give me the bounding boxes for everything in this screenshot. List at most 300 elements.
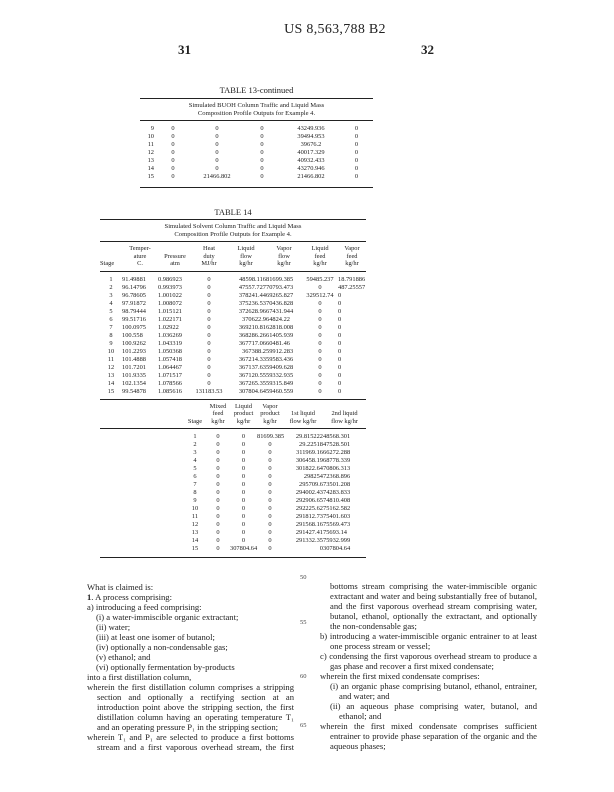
spacer-cell bbox=[100, 529, 184, 537]
table-cell: 0 bbox=[338, 299, 342, 307]
table-cell: 40932.433 bbox=[297, 157, 325, 164]
table-cell: 0 bbox=[241, 489, 246, 496]
table-cell: 0 bbox=[354, 125, 359, 132]
line-number: 60 bbox=[300, 673, 307, 680]
spacer-cell bbox=[100, 497, 184, 505]
table-cell: 11 bbox=[147, 141, 154, 148]
table-cell: 0 bbox=[318, 355, 322, 363]
table-cell: 0 bbox=[215, 165, 219, 172]
table-cell: 2 bbox=[193, 441, 197, 448]
table-cell: 12 bbox=[107, 363, 115, 371]
table-cell: 0 bbox=[318, 387, 322, 395]
table-cell: 0 bbox=[207, 307, 211, 315]
table-cell: 0 bbox=[207, 275, 211, 283]
table-cell: 0 bbox=[318, 307, 322, 315]
table-cell: 1.085616 bbox=[158, 387, 182, 395]
table-row bbox=[140, 141, 373, 149]
line-number: 55 bbox=[300, 619, 307, 626]
table-row bbox=[100, 449, 366, 457]
table-cell: 14 bbox=[191, 537, 199, 544]
table-cell: 13 bbox=[107, 371, 115, 379]
table-cell: 0 bbox=[216, 449, 220, 456]
table-cell: 1.043319 bbox=[158, 339, 182, 347]
table-row bbox=[100, 356, 366, 364]
wherein-clause: wherein T₁ and P₁ are selected to produce a first bottoms stream and a first vaporous overhead stream, the first bbox=[87, 732, 294, 752]
table-cell: 307804.64 bbox=[230, 545, 258, 552]
table-cell: 96.14796 bbox=[122, 283, 146, 291]
table-cell: 0 bbox=[260, 149, 264, 156]
table-row bbox=[100, 316, 366, 324]
spacer-cell bbox=[100, 449, 184, 457]
table-cell: 62818.008 bbox=[266, 323, 294, 331]
table-cell: 368286.26 bbox=[238, 331, 266, 339]
table-cell: 367120.55 bbox=[238, 371, 266, 379]
table-row bbox=[100, 545, 366, 553]
table-cell: 0 bbox=[338, 363, 342, 371]
table-cell: 0 bbox=[354, 165, 359, 172]
table-cell: 1.036269 bbox=[158, 331, 182, 339]
step-a: a) introducing a feed comprising: bbox=[87, 602, 202, 612]
table-cell: 378241.44 bbox=[238, 291, 266, 299]
table-cell: 9 bbox=[109, 339, 113, 347]
table-cell: 59460.559 bbox=[266, 387, 294, 395]
line-number: 65 bbox=[300, 722, 307, 729]
table-cell: 0 bbox=[207, 299, 211, 307]
table-cell: 29.22518 bbox=[299, 441, 323, 448]
column-header: Heat duty MJ/hr bbox=[201, 245, 217, 267]
table-cell: 98.79444 bbox=[122, 307, 146, 315]
table-cell: 100.558 bbox=[122, 331, 143, 339]
table-cell: 0 bbox=[241, 537, 246, 544]
table-cell: 1.050368 bbox=[158, 347, 182, 355]
table-cell: 43249.936 bbox=[297, 125, 325, 132]
table-cell: 59315.849 bbox=[266, 379, 294, 387]
table-cell: 0 bbox=[268, 465, 272, 472]
table-cell: 0 bbox=[215, 133, 219, 140]
table-cell: 292906.65 bbox=[295, 497, 323, 504]
table-cell: 0 bbox=[171, 165, 175, 172]
wherein-clause: wherein the first mixed condensate comprises: bbox=[320, 671, 480, 681]
column-header: Stage bbox=[187, 417, 203, 425]
table-cell: 0 bbox=[215, 149, 219, 156]
table-cell: 0 bbox=[268, 545, 272, 552]
table-cell: 99.54878 bbox=[122, 387, 146, 395]
column-header: Liquid flow kg/hr bbox=[237, 245, 255, 267]
table-cell: 291427.41 bbox=[295, 529, 323, 536]
table-cell: 0 bbox=[207, 291, 211, 299]
table-cell: 59409.628 bbox=[266, 363, 294, 371]
table-row bbox=[100, 364, 366, 372]
table-row bbox=[100, 489, 366, 497]
claims-left-column bbox=[87, 582, 294, 752]
table-cell: 0 bbox=[216, 513, 220, 520]
table-cell: 0 bbox=[215, 157, 219, 164]
table-cell: 372628.96 bbox=[238, 307, 266, 315]
table-cell: 60481.46 bbox=[266, 339, 290, 347]
table-cell: 0 bbox=[241, 513, 246, 520]
table-cell: 0 bbox=[319, 545, 323, 552]
table-cell: 74283.833 bbox=[323, 489, 351, 496]
table-cell: 1.022171 bbox=[158, 315, 182, 323]
spacer-cell bbox=[100, 521, 184, 529]
table-cell: 0 bbox=[171, 173, 175, 180]
table-cell: 69265.827 bbox=[266, 291, 294, 299]
table-cell: 298254 bbox=[303, 473, 323, 480]
table-cell: 0 bbox=[268, 497, 272, 504]
table-cell: 43270.946 bbox=[297, 165, 325, 172]
feed-item: (v) ethanol; and bbox=[96, 652, 151, 662]
table-cell: 367717.06 bbox=[238, 339, 266, 347]
table-row bbox=[140, 173, 373, 181]
table-cell: 131183.53 bbox=[195, 387, 223, 395]
table-cell: 75693.14 bbox=[323, 529, 347, 536]
table13-title: TABLE 13-continued bbox=[219, 85, 294, 95]
table-cell: 0 bbox=[207, 315, 211, 323]
table-cell: 70806.313 bbox=[323, 465, 351, 472]
spacer-cell bbox=[100, 429, 184, 442]
table-cell: 307804.64 bbox=[238, 387, 266, 395]
table-cell: 0 bbox=[338, 323, 342, 331]
wherein-clause: wherein the first distillation column comprises a stripping section and optionally a rectifying section at an introduction point above the stripping section, the first distillation column having an operating temperature T₁ and an operating pressure P₁ in the stripping section; bbox=[87, 682, 294, 732]
table-cell: 295709.6 bbox=[299, 481, 323, 488]
condensate-item: (ii) an aqueous phase comprising water, butanol, and ethanol; and bbox=[330, 701, 537, 721]
table-cell: 40017.329 bbox=[297, 149, 325, 156]
table-cell: 12 bbox=[147, 149, 154, 156]
table-cell: 67431.944 bbox=[266, 307, 294, 315]
table-cell: 1.001022 bbox=[158, 291, 182, 299]
table-row bbox=[100, 537, 366, 545]
table-cell: 0 bbox=[318, 363, 322, 371]
table-cell: 9 bbox=[150, 125, 154, 132]
column-header: Liquid feed kg/hr bbox=[311, 245, 329, 267]
table-cell: 18.791886 bbox=[338, 275, 366, 283]
table-cell: 21466.802 bbox=[203, 173, 231, 180]
table14 bbox=[100, 219, 366, 558]
table-cell: 10 bbox=[147, 133, 154, 140]
patent-number: US 8,563,788 B2 bbox=[284, 22, 386, 37]
table-row bbox=[100, 348, 366, 356]
wherein-clause: wherein the first mixed condensate comprises sufficient entrainer to provide phase separation of the organic and the aqueous phases; bbox=[320, 721, 537, 751]
table-cell: 1.057418 bbox=[158, 355, 182, 363]
table-cell: 10 bbox=[107, 347, 115, 355]
column-header: 2nd liquid flow kg/hr bbox=[331, 410, 358, 425]
table-cell: 68778.339 bbox=[323, 457, 351, 464]
table-cell: 311969.16 bbox=[296, 449, 323, 456]
table-cell: 0 bbox=[216, 481, 220, 488]
table-cell: 0 bbox=[338, 331, 342, 339]
table-cell: 0 bbox=[318, 283, 322, 291]
table-cell: 0 bbox=[216, 465, 220, 472]
column-header: Vapor feed kg/hr bbox=[344, 245, 360, 267]
table-cell: 11 bbox=[191, 513, 199, 520]
spacer-cell bbox=[100, 457, 184, 465]
table-cell: 0 bbox=[354, 157, 359, 164]
column-header: Vapor flow kg/hr bbox=[276, 245, 292, 267]
table-cell: 0 bbox=[268, 457, 272, 464]
table-row bbox=[100, 505, 366, 513]
table-cell: 0 bbox=[268, 513, 272, 520]
table-row bbox=[100, 324, 366, 332]
table-cell: 0 bbox=[207, 331, 211, 339]
table-cell: 0 bbox=[338, 315, 342, 323]
table-cell: 59583.436 bbox=[266, 355, 294, 363]
table-cell: 0 bbox=[260, 157, 264, 164]
table-cell: 0 bbox=[207, 339, 211, 347]
table-cell: 0 bbox=[338, 379, 342, 387]
table-cell: 2 bbox=[109, 283, 113, 291]
caption-line: Simulated BUOH Column Traffic and Liquid Mass bbox=[188, 102, 325, 109]
table-cell: 0 bbox=[207, 355, 211, 363]
spacer-cell bbox=[100, 481, 184, 489]
table-cell: 0 bbox=[338, 291, 342, 299]
table-cell: 0 bbox=[268, 537, 272, 544]
table-cell: 47528.501 bbox=[323, 441, 351, 448]
table-row bbox=[100, 340, 366, 348]
table-cell: 0 bbox=[171, 133, 175, 140]
table-cell: 0 bbox=[241, 521, 246, 528]
table-cell: 1 bbox=[109, 275, 113, 283]
table-cell: 0 bbox=[354, 173, 359, 180]
table-row bbox=[140, 157, 373, 165]
table-cell: 101.9335 bbox=[122, 371, 146, 379]
spacer-cell bbox=[100, 465, 184, 473]
table-cell: 75401.603 bbox=[323, 513, 351, 520]
caption-line: Composition Profile Outputs for Example 4. bbox=[174, 231, 292, 238]
table-cell: 1.064467 bbox=[158, 363, 182, 371]
table-cell: 91.49881 bbox=[122, 275, 146, 283]
table-cell: 0 bbox=[171, 125, 175, 132]
table-cell: 1.071517 bbox=[158, 371, 182, 379]
table-cell: 0 bbox=[260, 133, 264, 140]
spacer-cell bbox=[100, 537, 184, 545]
step-b: b) introducing a water-immiscible organic entrainer to at least one process stream or vessel; bbox=[320, 631, 537, 651]
table-cell: 72368.896 bbox=[323, 473, 351, 480]
spacer-cell bbox=[100, 505, 184, 513]
table-cell: 0 bbox=[216, 473, 220, 480]
table-cell: 97.91872 bbox=[122, 299, 146, 307]
table-cell: 0 bbox=[318, 299, 322, 307]
table-cell: 0 bbox=[216, 457, 220, 464]
table-cell: 291332.35 bbox=[295, 537, 323, 544]
table-row bbox=[100, 372, 366, 380]
table-row bbox=[100, 380, 366, 388]
table-cell: 39676.2 bbox=[300, 141, 322, 148]
table-cell: 291568.16 bbox=[295, 521, 323, 528]
table-cell: 100.9262 bbox=[122, 339, 146, 347]
table-cell: 1.02922 bbox=[158, 323, 179, 331]
table-cell: 13 bbox=[147, 157, 154, 164]
table-cell: 0 bbox=[216, 441, 220, 448]
table-cell: 0 bbox=[207, 283, 211, 291]
feed-item: (iv) optionally a non-condensable gas; bbox=[96, 642, 228, 652]
table-cell: 0 bbox=[268, 449, 272, 456]
caption-line: Composition Profile Outputs for Example 4. bbox=[197, 110, 316, 117]
table-cell: 8 bbox=[193, 489, 197, 496]
table-cell: 0 bbox=[338, 387, 342, 395]
feed-item: (ii) water; bbox=[96, 622, 131, 632]
table-cell: 0 bbox=[260, 173, 264, 180]
table-cell: 370622.9 bbox=[242, 315, 266, 323]
claims-right-column bbox=[320, 581, 537, 751]
table-cell: 101.4888 bbox=[122, 355, 146, 363]
claim-number: 1 bbox=[87, 592, 92, 602]
table-row bbox=[100, 473, 366, 481]
table-row bbox=[140, 165, 373, 173]
table-cell: 0 bbox=[241, 481, 246, 488]
table-cell: 0 bbox=[318, 315, 322, 323]
table-cell: 0 bbox=[216, 529, 220, 536]
table-cell: 73501.208 bbox=[323, 481, 351, 488]
table-cell: 9 bbox=[193, 497, 197, 504]
spacer-cell bbox=[100, 399, 184, 429]
table-cell: 0 bbox=[216, 505, 220, 512]
table-cell: 81699.385 bbox=[257, 433, 285, 440]
table-cell: 75162.582 bbox=[323, 505, 351, 512]
table-cell: 0.993973 bbox=[158, 283, 182, 291]
table-cell: 367137.63 bbox=[238, 363, 266, 371]
table-cell: 0 bbox=[216, 521, 220, 528]
table-cell: 487.25557 bbox=[338, 283, 366, 291]
table-row bbox=[100, 300, 366, 308]
table-cell: 100.0975 bbox=[122, 323, 146, 331]
table-cell: 101.7201 bbox=[122, 363, 146, 371]
table-cell: 101.2293 bbox=[122, 347, 146, 355]
table-row bbox=[100, 457, 366, 465]
table-cell: 0 bbox=[215, 141, 219, 148]
column-header: Pressure atm bbox=[164, 252, 186, 267]
table-cell: 292225.62 bbox=[295, 505, 323, 512]
table-cell: 102.1354 bbox=[122, 379, 146, 387]
spacer-cell bbox=[100, 441, 184, 449]
table-cell: 0 bbox=[338, 371, 342, 379]
table-row bbox=[100, 481, 366, 489]
table-cell: 0 bbox=[268, 489, 272, 496]
table-cell: 81699.385 bbox=[266, 275, 294, 283]
table-cell: 0 bbox=[268, 505, 272, 512]
table-row bbox=[140, 125, 373, 133]
table-cell: 0 bbox=[318, 371, 322, 379]
table-row bbox=[100, 529, 366, 537]
table-row bbox=[100, 521, 366, 529]
table-cell: 0.986923 bbox=[158, 275, 182, 283]
table-row bbox=[140, 133, 373, 141]
table-cell: 0 bbox=[207, 363, 211, 371]
column-header: Temper- ature C. bbox=[129, 245, 151, 267]
feed-item: (vi) optionally fermentation by-products bbox=[96, 662, 235, 672]
table-cell: 0 bbox=[338, 307, 342, 315]
table-row bbox=[100, 513, 366, 521]
table-cell: 0 bbox=[354, 133, 359, 140]
table-cell: 14 bbox=[107, 379, 115, 387]
table-row bbox=[100, 388, 366, 396]
table-cell: 0 bbox=[338, 355, 342, 363]
feed-item: (iii) at least one isomer of butanol; bbox=[96, 632, 215, 642]
table-cell: 0 bbox=[318, 347, 322, 355]
table-cell: 61405.939 bbox=[266, 331, 294, 339]
table-cell: 1 bbox=[193, 433, 197, 440]
claim-text: . A process comprising: bbox=[91, 592, 172, 602]
table-cell: 0 bbox=[241, 457, 246, 464]
table-cell: 7 bbox=[109, 323, 113, 331]
table-cell: 0 bbox=[171, 149, 175, 156]
table-cell: 0 bbox=[268, 529, 272, 536]
table-cell: 0 bbox=[268, 521, 272, 528]
table-cell: 0 bbox=[207, 379, 211, 387]
table-cell: 39494.953 bbox=[297, 133, 325, 140]
table-cell: 1.015121 bbox=[158, 307, 182, 315]
table-cell: 64824.22 bbox=[266, 315, 290, 323]
table-cell: 0 bbox=[216, 545, 220, 552]
table-cell: 4 bbox=[109, 299, 113, 307]
table-cell: 15 bbox=[107, 387, 115, 395]
table-cell: 0 bbox=[268, 441, 272, 448]
table-cell: 3 bbox=[193, 449, 197, 456]
table-cell: 75932.999 bbox=[323, 537, 351, 544]
into-column: into a first distillation column, bbox=[87, 672, 192, 682]
table-row bbox=[100, 429, 366, 442]
table-cell: 6 bbox=[193, 473, 197, 480]
claim-1-start bbox=[87, 592, 294, 602]
table-cell: 70436.828 bbox=[266, 299, 294, 307]
table-cell: 0 bbox=[338, 339, 342, 347]
table-cell: 0 bbox=[216, 489, 220, 496]
table-cell: 0 bbox=[216, 433, 220, 440]
table-cell: 59485.237 bbox=[306, 275, 334, 283]
table-cell: 59912.283 bbox=[266, 347, 294, 355]
table-cell: 0 bbox=[318, 379, 322, 387]
table-cell: 0 bbox=[338, 347, 342, 355]
table-cell: 0 bbox=[241, 497, 246, 504]
step-c: c) condensing the first vaporous overhead stream to produce a gas phase and recover a first mixed condensate; bbox=[320, 651, 537, 671]
feed-item: (i) a water-immiscible organic extractant; bbox=[96, 612, 239, 622]
table-row bbox=[100, 332, 366, 340]
table-cell: 329512.74 bbox=[306, 291, 334, 299]
spacer-cell bbox=[100, 545, 184, 553]
table-cell: 294002.43 bbox=[295, 489, 323, 496]
table-cell: 70793.473 bbox=[266, 283, 294, 291]
table-cell: 0 bbox=[171, 141, 175, 148]
table-cell: 0 bbox=[268, 481, 272, 488]
table-cell: 0 bbox=[241, 433, 246, 440]
table-cell: 0 bbox=[216, 537, 220, 544]
column-header: Liquid product kg/hr bbox=[233, 402, 254, 425]
table-row bbox=[100, 308, 366, 316]
caption-line: Simulated Solvent Column Traffic and Liquid Mass bbox=[164, 223, 302, 230]
table-cell: 0 bbox=[241, 529, 246, 536]
table-cell: 14 bbox=[147, 165, 154, 172]
table-cell: 99.51716 bbox=[122, 315, 146, 323]
table-cell: 0 bbox=[241, 449, 246, 456]
table-cell: 12 bbox=[191, 521, 199, 528]
table-cell: 0 bbox=[260, 125, 264, 132]
table-cell: 0 bbox=[241, 473, 246, 480]
table-cell: 6 bbox=[109, 315, 113, 323]
column-header: 1st liquid flow kg/hr bbox=[289, 410, 317, 425]
table-row bbox=[100, 497, 366, 505]
table-cell: 5 bbox=[109, 307, 113, 315]
table-cell: 367388.2 bbox=[242, 347, 266, 355]
table-cell: 0 bbox=[354, 141, 359, 148]
column-header: Stage bbox=[100, 260, 115, 267]
table-cell: 0 bbox=[216, 497, 220, 504]
table-cell: 0 bbox=[260, 165, 264, 172]
table-cell: 11 bbox=[107, 355, 115, 363]
table-cell: 1.078566 bbox=[158, 379, 182, 387]
table-cell: 96.78605 bbox=[122, 291, 146, 299]
table-cell: 21466.802 bbox=[297, 173, 325, 180]
table-cell: 0 bbox=[318, 339, 322, 347]
table-cell: 74810.408 bbox=[323, 497, 351, 504]
